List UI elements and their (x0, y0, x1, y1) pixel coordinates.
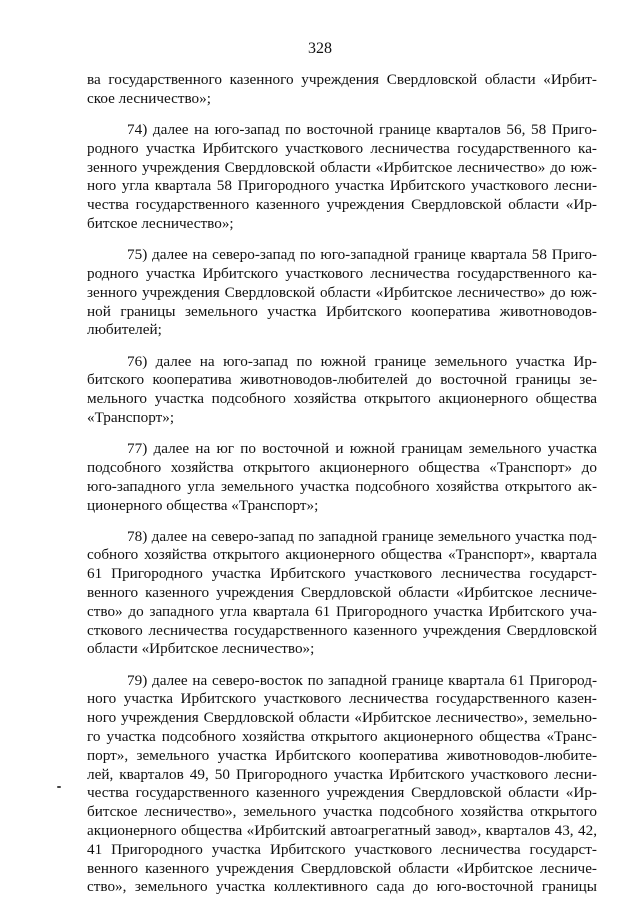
text-line: родного участка Ирбитского участкового лесничества государственного ка- (87, 264, 597, 282)
text-line: ной границы земельного участка Ирбитского кооператива животноводов- (87, 302, 597, 320)
text-line: зенного учреждения Свердловской области «Ирбитское лесничество» до юж- (87, 158, 597, 176)
text-line: ское лесничество»; (87, 89, 211, 107)
text-line: юго-западного угла земельного участка подсобного хозяйства открытого ак- (87, 477, 597, 495)
text-line: лей, кварталов 49, 50 Пригородного участка Ирбитского участкового лесни- (87, 765, 597, 783)
text-line: мельного участка подсобного хозяйства открытого акционерного общества (87, 390, 597, 408)
text-line: акционерного общества «Ирбитский автоагрегатный завод», кварталов 43, 42, (87, 822, 597, 840)
text-line: 76) далее на юго-запад по южной границе земельного участка Ир- (127, 352, 597, 370)
paragraph-76 (87, 353, 597, 428)
text-line: венного казенного учреждения Свердловской области «Ирбитское лесниче- (87, 859, 597, 877)
text-line: ного участка Ирбитского участкового лесничества государственного казен- (87, 690, 597, 708)
text-line: области «Ирбитское лесничество»; (87, 640, 315, 658)
text-line: битское лесничество», земельного участка подсобного хозяйства открытого (87, 803, 597, 821)
text-line: сткового лесничества государственного казенного учреждения Свердловской (87, 621, 597, 639)
text-line: ва государственного казенного учреждения Свердловской области «Ирбит- (87, 71, 597, 88)
text-line: битское лесничество»; (87, 214, 234, 232)
text-line: ство» до западного угла квартала 61 Пригородного участка Ирбитского уча- (87, 602, 597, 620)
text-line: любителей; (87, 321, 162, 339)
text-line: собного хозяйства открытого акционерного общества «Транспорт», квартала (87, 546, 597, 564)
paragraph-77 (87, 440, 597, 515)
text-line: 77) далее на юг по восточной и южной границам земельного участка (127, 440, 597, 458)
text-line: чества государственного казенного учреждения Свердловской области «Ир- (87, 196, 597, 214)
paragraph-78 (87, 528, 597, 660)
text-line: ционерного общества «Транспорт»; (87, 496, 319, 514)
text-line: зенного учреждения Свердловской области «Ирбитское лесничество» до юж- (87, 283, 597, 301)
text-line: 61 Пригородного участка Ирбитского участкового лесничества государст- (87, 565, 597, 583)
text-line: родного участка Ирбитского участкового лесничества государственного ка- (87, 139, 597, 157)
text-line: 74) далее на юго-запад по восточной границе кварталов 56, 58 Приго- (127, 120, 597, 138)
text-line: чества государственного казенного учреждения Свердловской области «Ир- (87, 784, 597, 802)
paragraph-74 (87, 121, 597, 234)
scan-speck (57, 786, 61, 788)
document-body (87, 71, 597, 910)
text-line: го участка подсобного хозяйства открытого акционерного общества «Транс- (87, 728, 597, 746)
text-line: битского кооператива животноводов-любителей до восточной границы зе- (87, 371, 597, 389)
text-line: порт», земельного участка Ирбитского кооператива животноводов-любите- (87, 746, 597, 764)
text-line: подсобного хозяйства открытого акционерного общества «Транспорт» до (87, 458, 597, 476)
text-line: «Транспорт»; (87, 408, 175, 426)
text-line: ного учреждения Свердловской области «Ирбитское лесничество», земельно- (87, 709, 597, 727)
text-line: 75) далее на северо-запад по юго-западной границе квартала 58 Приго- (127, 246, 597, 264)
page-number: 328 (308, 40, 332, 57)
text-line: 79) далее на северо-восток по западной границе квартала 61 Пригород- (127, 671, 597, 689)
paragraph-continuation (87, 71, 597, 109)
text-line: 41 Пригородного участка Ирбитского участкового лесничества государст- (87, 840, 597, 858)
text-line: ство», земельного участка коллективного сада до юго-восточной границы (87, 878, 597, 896)
text-line: венного казенного учреждения Свердловской области «Ирбитское лесниче- (87, 584, 597, 602)
text-line: 78) далее на северо-запад по западной границе земельного участка под- (127, 527, 597, 545)
text-line: ного угла квартала 58 Пригородного участка Ирбитского участкового лесни- (87, 177, 597, 195)
paragraph-75 (87, 246, 597, 340)
paragraph-79 (87, 672, 597, 898)
